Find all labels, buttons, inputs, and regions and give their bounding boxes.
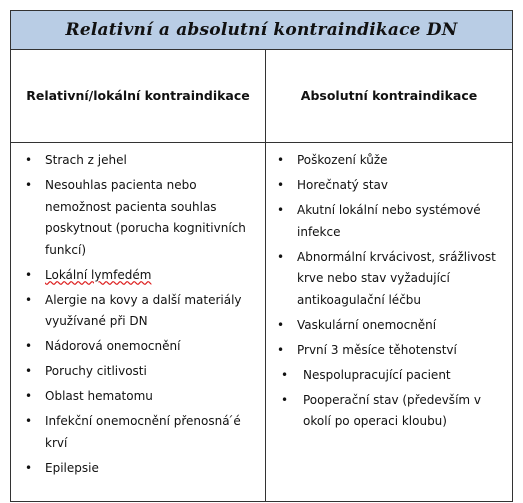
table-title-row [11, 11, 512, 50]
bullet-icon: • [277, 317, 285, 332]
list-item: • Nádorová onemocnění [23, 336, 259, 358]
bullet-icon: • [277, 342, 285, 357]
absolute-header: Absolutní kontraindikace [300, 88, 478, 103]
list-item: • Infekční onemocnění přenosná ́é krví [23, 411, 259, 454]
list-item: • Epilepsie [23, 458, 259, 480]
bullet-icon: • [25, 414, 33, 428]
list-item: • Nespolupracující pacient [275, 365, 511, 387]
list-item: • Alergie na kovy a další materiály využívané při DN [23, 290, 259, 333]
contraindications-table [10, 10, 513, 502]
relative-header: Relativní/lokální kontraindikace [26, 88, 250, 103]
list-item: • Strach z jehel [23, 150, 259, 172]
relative-list [23, 150, 259, 483]
list-item: • Oblast hematomu [23, 386, 259, 408]
table-title: Relativní a absolutní kontraindikace DN [65, 20, 458, 40]
bullet-icon: • [25, 364, 33, 378]
bullet-icon: • [281, 392, 289, 407]
list-item: • První 3 měsíce těhotenství [275, 340, 511, 362]
list-item: • Poruchy citlivosti [23, 361, 259, 383]
list-item: • Pooperační stav (především v okolí po operaci kloubu) [275, 390, 511, 433]
list-item: • Horečnatý stav [275, 175, 511, 197]
header-divider [11, 142, 512, 143]
absolute-list [275, 150, 511, 436]
bullet-icon: • [277, 249, 285, 264]
list-item: • Poškození kůže [275, 150, 511, 172]
bullet-icon: • [277, 178, 285, 192]
bullet-icon: • [25, 153, 33, 167]
bullet-icon: • [25, 292, 33, 307]
bullet-icon: • [277, 153, 285, 167]
bullet-icon: • [25, 460, 33, 475]
bullet-icon: • [281, 367, 289, 382]
list-item: • Akutní lokální nebo systémové infekce [275, 200, 511, 243]
bullet-icon: • [277, 203, 285, 217]
list-item: • Abnormální krvácivost, srážlivost krve nebo stav vyžadující antikoagulační léčbu [275, 247, 511, 312]
bullet-icon: • [25, 178, 33, 192]
bullet-icon: • [25, 339, 33, 353]
list-item: • Vaskulární onemocnění [275, 315, 511, 337]
bullet-icon: • [25, 267, 33, 282]
list-item: • Nesouhlas pacienta nebo nemožnost pacienta souhlas poskytnout (porucha kognitivních funkcí) [23, 175, 259, 261]
bullet-icon: • [25, 389, 33, 403]
list-item: • Lokální lymfedém [23, 265, 259, 287]
